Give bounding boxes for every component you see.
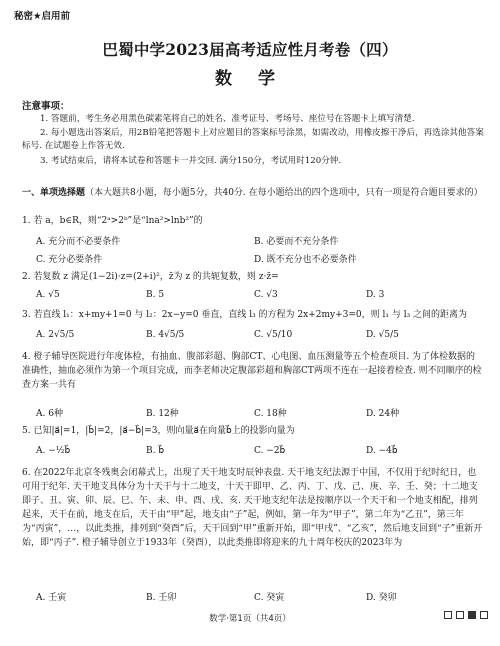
exam-title: 巴蜀中学2023届高考适应性月考卷（四） xyxy=(102,40,398,59)
question-2-stem: 2. 若复数 z 满足(1−2i)·z=(2+i)²，z̄为 z 的共轭复数，则 z·z̄= xyxy=(22,272,279,282)
q3-option-b: B. 4√5/5 xyxy=(146,330,185,340)
q2-option-d: D. 3 xyxy=(366,290,385,300)
question-1-stem: 1. 若 a，b∈R，则“2ᵃ>2ᵇ”是“lna²>lnb²”的 xyxy=(22,216,203,226)
question-5-stem: 5. 已知|a⃗|=1，|b⃗|=2，|a⃗−b⃗|=3，则向量a⃗在向量b⃗上的投影向量为 xyxy=(22,426,295,436)
q2-option-a: A. √5 xyxy=(36,290,60,300)
square-mark-icon xyxy=(480,611,488,619)
secret-label: 秘密★启用前 xyxy=(14,11,71,22)
q4-option-a: A. 6种 xyxy=(36,409,63,419)
q6-option-d: D. 癸卯 xyxy=(366,593,397,603)
q5-option-c: C. −2b⃗ xyxy=(254,446,286,456)
q6-option-c: C. 癸寅 xyxy=(254,593,285,603)
notice-item-1: 1. 答题前，考生务必用黑色碳素笔将自己的姓名、准考证号、考场号、座位号在答题卡上填写清楚. xyxy=(40,114,415,124)
notice-heading: 注意事项： xyxy=(22,101,70,112)
square-mark-icon xyxy=(444,611,452,619)
square-mark-icon xyxy=(456,611,464,619)
q6-option-b: B. 壬卯 xyxy=(146,593,177,603)
q1-option-a: A. 充分而不必要条件 xyxy=(36,237,121,247)
q5-option-d: D. −4b⃗ xyxy=(366,446,398,456)
q3-option-a: A. 2√5/5 xyxy=(36,330,75,340)
notice-item-2: 2. 每小题选出答案后，用2B铅笔把答题卡上对应题目的答案标号涂黑，如需改动，用橡皮擦干净后，再选涂其他答案标号. 在试题卷上作答无效. xyxy=(22,128,484,151)
q5-option-a: A. −½b⃗ xyxy=(36,446,71,456)
registration-marks xyxy=(444,611,488,619)
section-description: （本大题共8小题，每小题5分，共40分. 在每小题给出的四个选项中，只有一项是符合题目要求的） xyxy=(85,188,483,198)
filled-square-mark-icon xyxy=(468,611,476,619)
q4-option-c: C. 18种 xyxy=(254,409,287,419)
subject-title: 数 学 xyxy=(215,69,285,89)
question-3-stem: 3. 若直线 l₁：x+my+1=0 与 l₂：2x−y=0 垂直，直线 l₃ 的方程为 2x+2my+3=0，则 l₁ 与 l₃ 之间的距离为 xyxy=(22,310,468,320)
q3-option-c: C. √5/10 xyxy=(254,330,293,340)
page-footer: 数学·第1页（共4页） xyxy=(209,614,291,624)
q6-option-a: A. 壬寅 xyxy=(36,593,67,603)
question-6-stem: 6. 在2022年北京冬残奥会闭幕式上，出现了天干地支时辰钟表盘. 天干地支纪法源于中国，不仅用于纪时纪日，也可用于纪年. 天干地支具体分为十天干与十二地支，十天干即甲、乙、丙、丁、戊、己、庚、辛、壬、癸；十二地支即子、丑、寅、卯、辰、巳、午、未、申、酉、戌、亥. 天干地支纪年法是按顺序以一个天干和一个地支相配，排列起来，天干在前，地支在后，天干由“甲”起，地支由“子”起，例如，第一年为“甲子”，第二年为“乙丑”，第三年为“丙寅”，…，以此类推，排列到“癸酉”后，天干回到“甲”重新开始，即“甲戌”、“乙亥”，然后地支回到“子”重新开始，即“丙子”. 橙子辅导创立于1933年（癸酉），以此类推即将迎来的九十周年校庆的2023年为 xyxy=(22,468,483,548)
section-title: 一、单项选择题 xyxy=(22,188,86,198)
q3-option-d: D. √5/5 xyxy=(366,330,399,340)
q5-option-b: B. b⃗ xyxy=(146,446,165,456)
q2-option-c: C. √3 xyxy=(254,290,278,300)
q4-option-b: B. 12种 xyxy=(146,409,179,419)
section-heading xyxy=(22,186,484,200)
question-4-stem: 4. 橙子辅导医院进行年度体检，有抽血、腹部彩超、胸部CT、心电图、血压测量等五个检查项目. 为了体检数据的准确性，抽血必须作为第一个项目完成，而李老师决定腹部彩超和胸部CT两项不连在一起接着检查. 则不同顺序的检查方案一共有 xyxy=(22,352,482,390)
notice-item-3: 3. 考试结束后，请将本试卷和答题卡一并交回. 满分150分，考试用时120分钟. xyxy=(40,156,342,166)
q1-option-d: D. 既不充分也不必要条件 xyxy=(254,255,357,265)
q4-option-d: D. 24种 xyxy=(366,409,400,419)
q2-option-b: B. 5 xyxy=(146,290,165,300)
q1-option-b: B. 必要而不充分条件 xyxy=(254,237,339,247)
q1-option-c: C. 充分必要条件 xyxy=(36,255,103,265)
